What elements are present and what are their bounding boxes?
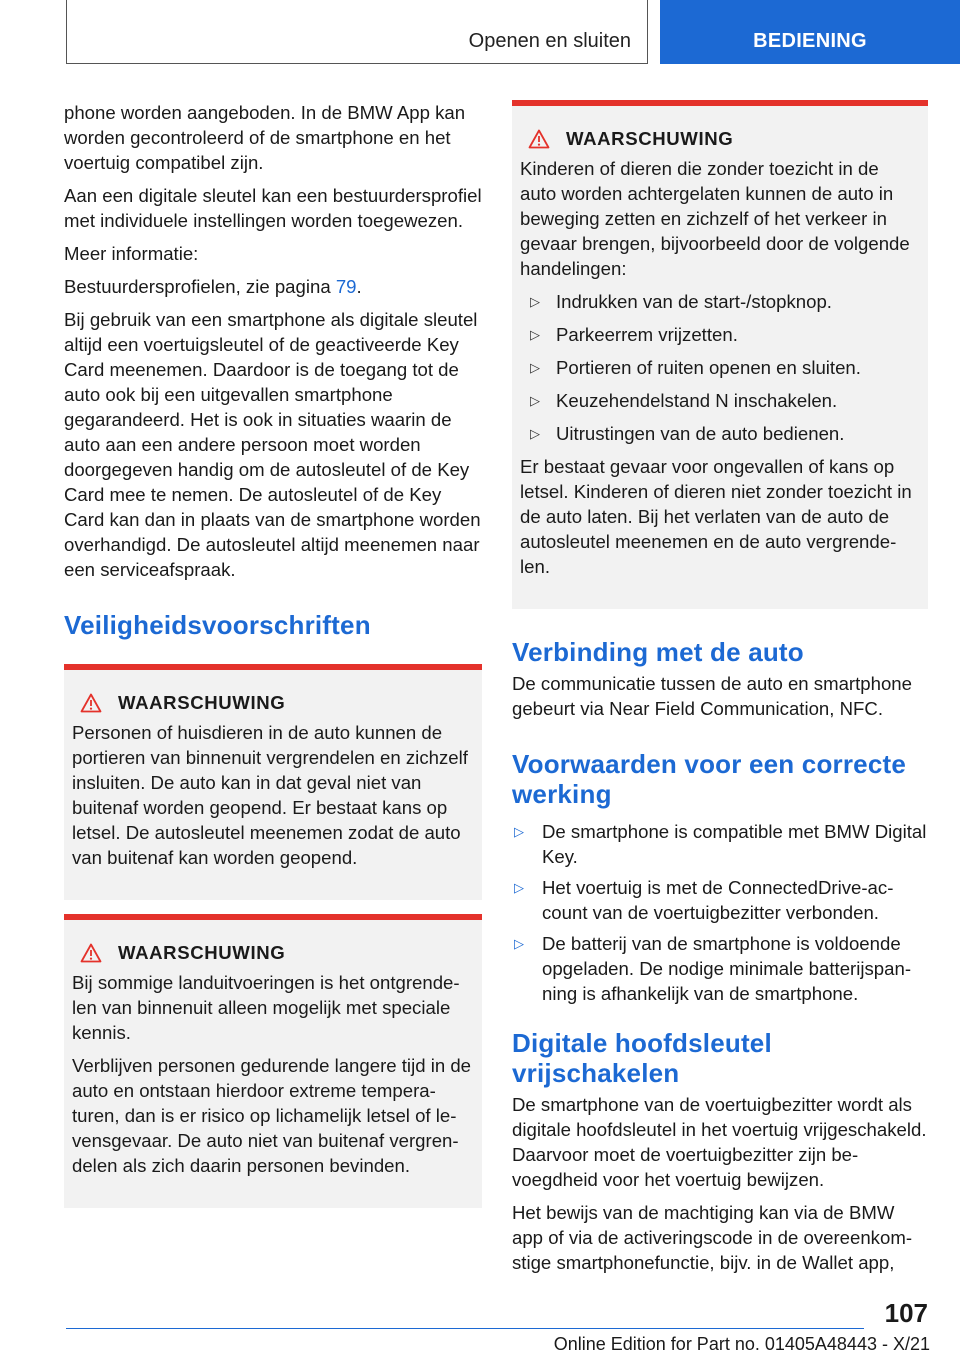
triangle-right-icon: ▷ [530,426,540,441]
triangle-right-icon: ▷ [514,824,524,839]
triangle-right-icon: ▷ [514,936,524,951]
warning-title: WAARSCHUWING [118,942,286,963]
list-item [520,421,920,446]
list-item [520,289,920,314]
section-title: Openen en sluiten [468,30,631,52]
list-item-text: Parkeerrem vrijzetten. [556,324,738,345]
footer-edition: Online Edition for Part no. 01405A48443 - X/21 [553,1334,930,1354]
paragraph: Meer informatie: [64,243,199,264]
list-item-text: Keuzehendelstand N inschakelen. [556,390,838,411]
header-section-box [66,0,648,64]
list-item-text: Indrukken van de start-/stopknop. [556,291,832,312]
page-link[interactable]: 79 [335,276,357,297]
list-item [520,355,920,380]
warning-text: Verblijven personen gedurende langere tijd in de auto en ontstaan hierdoor extreme temperaturen, dan is er risico op lichamelijk letsel of levensgevaar. De auto niet van buitenaf vergrendelen als zich daarin personen bevinden. [72,1055,472,1176]
list-item [512,875,928,925]
right-column [512,100,928,1283]
paragraph: phone worden aangeboden. In de BMW App kan worden gecontroleerd of de smartphone en het voertuig compatibel zijn. [64,102,466,173]
chapter-label: BEDIENING [753,30,867,52]
triangle-right-icon: ▷ [530,360,540,375]
footer-divider [66,1328,864,1329]
triangle-right-icon: ▷ [530,393,540,408]
list-item-text: Portieren of ruiten openen en sluiten. [556,357,861,378]
chapter-tab[interactable] [660,0,960,64]
warning-triangle-icon [80,943,102,963]
requirements-list [512,819,928,1006]
warning-header [80,942,474,964]
list-item [520,322,920,347]
warning-box [64,914,482,1208]
warning-header [528,128,920,150]
heading-requirements: Voorwaarden voor een correcte werking [512,749,907,809]
left-column [64,100,482,1222]
list-item [520,388,920,413]
triangle-right-icon: ▷ [530,327,540,342]
reference-end: . [356,276,362,297]
warning-title: WAARSCHUWING [566,128,734,149]
paragraph: De communicatie tussen de auto en smartphone gebeurt via Near Field Communication, NFC. [512,673,912,719]
page-reference [64,274,482,299]
list-item-text: Uitrustingen van de auto bedienen. [556,423,845,444]
heading-digital-key: Digitale hoofdsleutel vrijschakelen [512,1028,772,1088]
warning-box [512,100,928,609]
paragraph: De smartphone van de voertuigbezitter wordt als digitale hoofdsleutel in het voertuig vrijgeschakeld. Daarvoor moet de voertuigbezitter zijn bevoegdheid voor het voertuig bewijzen. [512,1094,927,1190]
list-item-text: De batterij van de smartphone is voldoende opgeladen. De nodige minimale batterijspanning is afhankelijk van de smartphone. [542,933,912,1004]
warning-header [80,692,474,714]
triangle-right-icon: ▷ [530,294,540,309]
paragraph: Bij gebruik van een smartphone als digitale sleutel altijd een voertuigsleutel of de geactiveerde Key Card meenemen. Daardoor is de toegang tot de auto ook bij een uitgevallen smartphone gegarandeerd. Het is ook in situaties waarin de auto aan een andere persoon moet worden doorgegeven handig om de autosleutel of de Key Card mee te nemen. De autosleutel of de Key Card kan dan in plaats van de smartphone worden overhandigd. De autosleutel altijd meenemen naar een serviceafspraak. [64,309,481,580]
paragraph: Aan een digitale sleutel kan een bestuurdersprofiel met individuele instellingen worden toegewezen. [64,185,482,231]
warning-list [520,289,920,446]
paragraph: Het bewijs van de machtiging kan via de BMW app of via de activeringscode in de overeenkomstige smartphonefunctie, bijv. in de Wallet app, [512,1202,913,1273]
warning-triangle-icon [528,129,550,149]
warning-text: Bij sommige landuitvoeringen is het ontgrendelen van binnenuit alleen mogelijk met speciale kennis. [72,972,460,1043]
warning-title: WAARSCHUWING [118,692,286,713]
list-item-text: De smartphone is compatible met BMW Digital Key. [542,821,927,867]
list-item [512,931,928,1006]
heading-connection: Verbinding met de auto [512,637,804,667]
list-item-text: Het voertuig is met de ConnectedDrive-account van de voertuigbezitter verbonden. [542,877,894,923]
reference-text: Bestuurdersprofielen, zie pagina [64,276,336,297]
warning-text: Personen of huisdieren in de auto kunnen de portieren van binnenuit vergrendelen en zichzelf insluiten. De auto kan in dat geval niet van buitenaf worden geopend. Er bestaat kans op letsel. De autosleutel meenemen zodat de auto van buitenaf kan worden geopend. [72,722,468,868]
warning-text: Kinderen of dieren die zonder toezicht in de auto worden achtergelaten kunnen de auto in beweging zetten en zichzelf of het verkeer in gevaar brengen, bijvoorbeeld door de volgende handelingen: [520,158,910,279]
page-number: 107 [884,1298,928,1328]
list-item [512,819,928,869]
warning-box [64,664,482,900]
heading-safety: Veiligheidsvoorschriften [64,610,371,640]
warning-text: Er bestaat gevaar voor ongevallen of kans op letsel. Kinderen of dieren niet zonder toezicht in de auto laten. Bij het verlaten van de auto de autosleutel meenemen en de auto vergrendelen. [520,456,912,577]
warning-triangle-icon [80,693,102,713]
triangle-right-icon: ▷ [514,880,524,895]
